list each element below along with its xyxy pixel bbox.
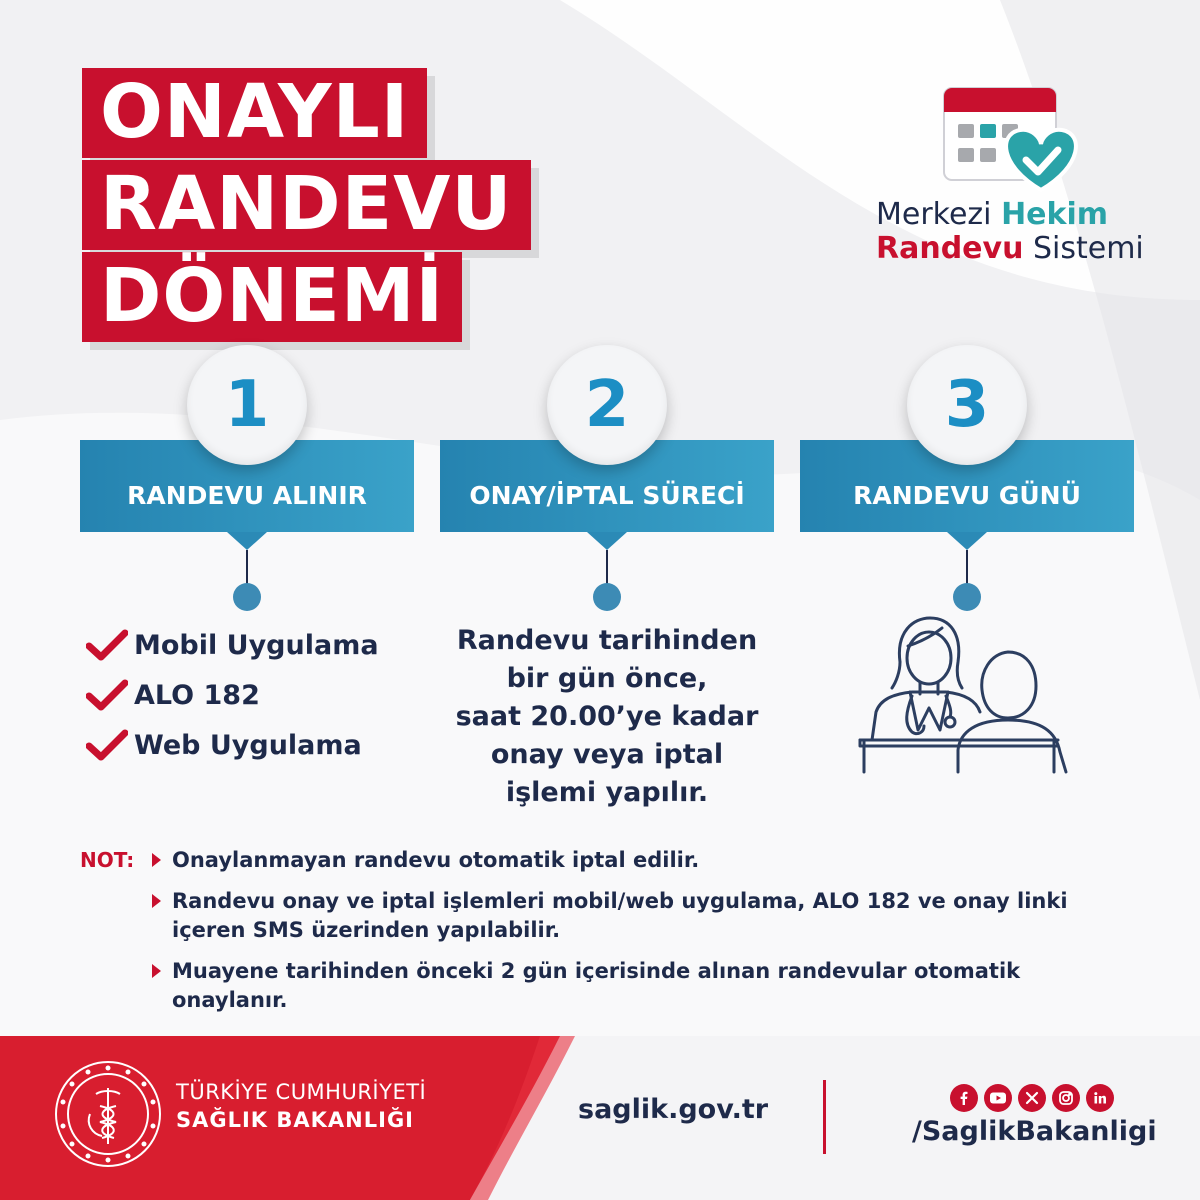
logo-word-hekim: Hekim <box>1001 197 1109 232</box>
banner-pointer <box>227 532 267 550</box>
note-item <box>150 846 1110 875</box>
note-list <box>150 846 1110 1027</box>
facebook-icon[interactable] <box>950 1084 978 1112</box>
channel-list <box>86 620 379 770</box>
step-number-circle: 3 <box>907 345 1027 465</box>
logo-line-2 <box>876 232 1144 266</box>
note-text: Muayene tarihinden önceki 2 gün içerisinde alınan randevular otomatik onaylanır. <box>172 959 1021 1012</box>
note-text: Onaylanmayan randevu otomatik iptal edilir. <box>172 848 700 872</box>
note-item <box>150 887 1110 945</box>
bullet-arrow-icon <box>152 853 161 867</box>
x-icon[interactable] <box>1018 1084 1046 1112</box>
step-number-circle: 1 <box>187 345 307 465</box>
linkedin-icon[interactable] <box>1086 1084 1114 1112</box>
list-item <box>86 670 379 720</box>
note-label: NOT: <box>80 848 135 872</box>
channel-label: Mobil Uygulama <box>134 629 379 661</box>
description-line: işlemi yapılır. <box>505 777 709 808</box>
youtube-icon[interactable] <box>984 1084 1012 1112</box>
website-link[interactable]: saglik.gov.tr <box>578 1094 769 1125</box>
social-handle[interactable]: /SaglikBakanligi <box>912 1116 1157 1147</box>
step-banner: ONAY/İPTAL SÜRECİ <box>440 440 774 532</box>
bullet-arrow-icon <box>152 894 161 908</box>
banner-pointer <box>947 532 987 550</box>
checkmark-icon <box>86 679 128 711</box>
description-line: Randevu tarihinden <box>456 625 758 656</box>
step-2-description <box>440 622 774 812</box>
step-banner: RANDEVU ALINIR <box>80 440 414 532</box>
logo-word-sistemi: Sistemi <box>1032 231 1144 266</box>
connector-dot <box>233 583 261 611</box>
connector-line <box>966 550 968 585</box>
doctor-patient-icon <box>858 612 1078 777</box>
description-line: bir gün önce, <box>506 663 708 694</box>
title-line-2: RANDEVU <box>82 160 531 250</box>
list-item <box>86 720 379 770</box>
step-number-circle: 2 <box>547 345 667 465</box>
connector-dot <box>953 583 981 611</box>
social-icons <box>950 1084 1114 1112</box>
note-text: Randevu onay ve iptal işlemleri mobil/web uygulama, ALO 182 ve onay linki içeren SMS üzerinden yapılabilir. <box>172 889 1068 942</box>
ministry-name-line-1: TÜRKİYE CUMHURİYETİ <box>176 1080 427 1104</box>
bullet-arrow-icon <box>152 964 161 978</box>
logo-wordmark <box>876 198 1144 266</box>
channel-label: ALO 182 <box>134 679 260 711</box>
instagram-icon[interactable] <box>1052 1084 1080 1112</box>
logo-line-1 <box>876 198 1144 232</box>
logo-word-randevu: Randevu <box>876 231 1024 266</box>
ministry-name-line-2: SAĞLIK BAKANLIĞI <box>176 1108 414 1132</box>
connector-dot <box>593 583 621 611</box>
connector-line <box>606 550 608 585</box>
title-line-3: DÖNEMİ <box>82 252 462 342</box>
ministry-emblem-icon <box>52 1058 164 1170</box>
note-item <box>150 957 1110 1015</box>
channel-label: Web Uygulama <box>134 729 362 761</box>
connector-line <box>246 550 248 585</box>
list-item <box>86 620 379 670</box>
checkmark-icon <box>86 629 128 661</box>
description-line: saat 20.00’ye kadar <box>455 701 759 732</box>
logo-word-merkezi: Merkezi <box>876 197 992 232</box>
checkmark-icon <box>86 729 128 761</box>
step-banner: RANDEVU GÜNÜ <box>800 440 1134 532</box>
title-line-1: ONAYLI <box>82 68 427 158</box>
description-line: onay veya iptal <box>490 739 724 770</box>
footer-divider <box>823 1080 826 1154</box>
banner-pointer <box>587 532 627 550</box>
